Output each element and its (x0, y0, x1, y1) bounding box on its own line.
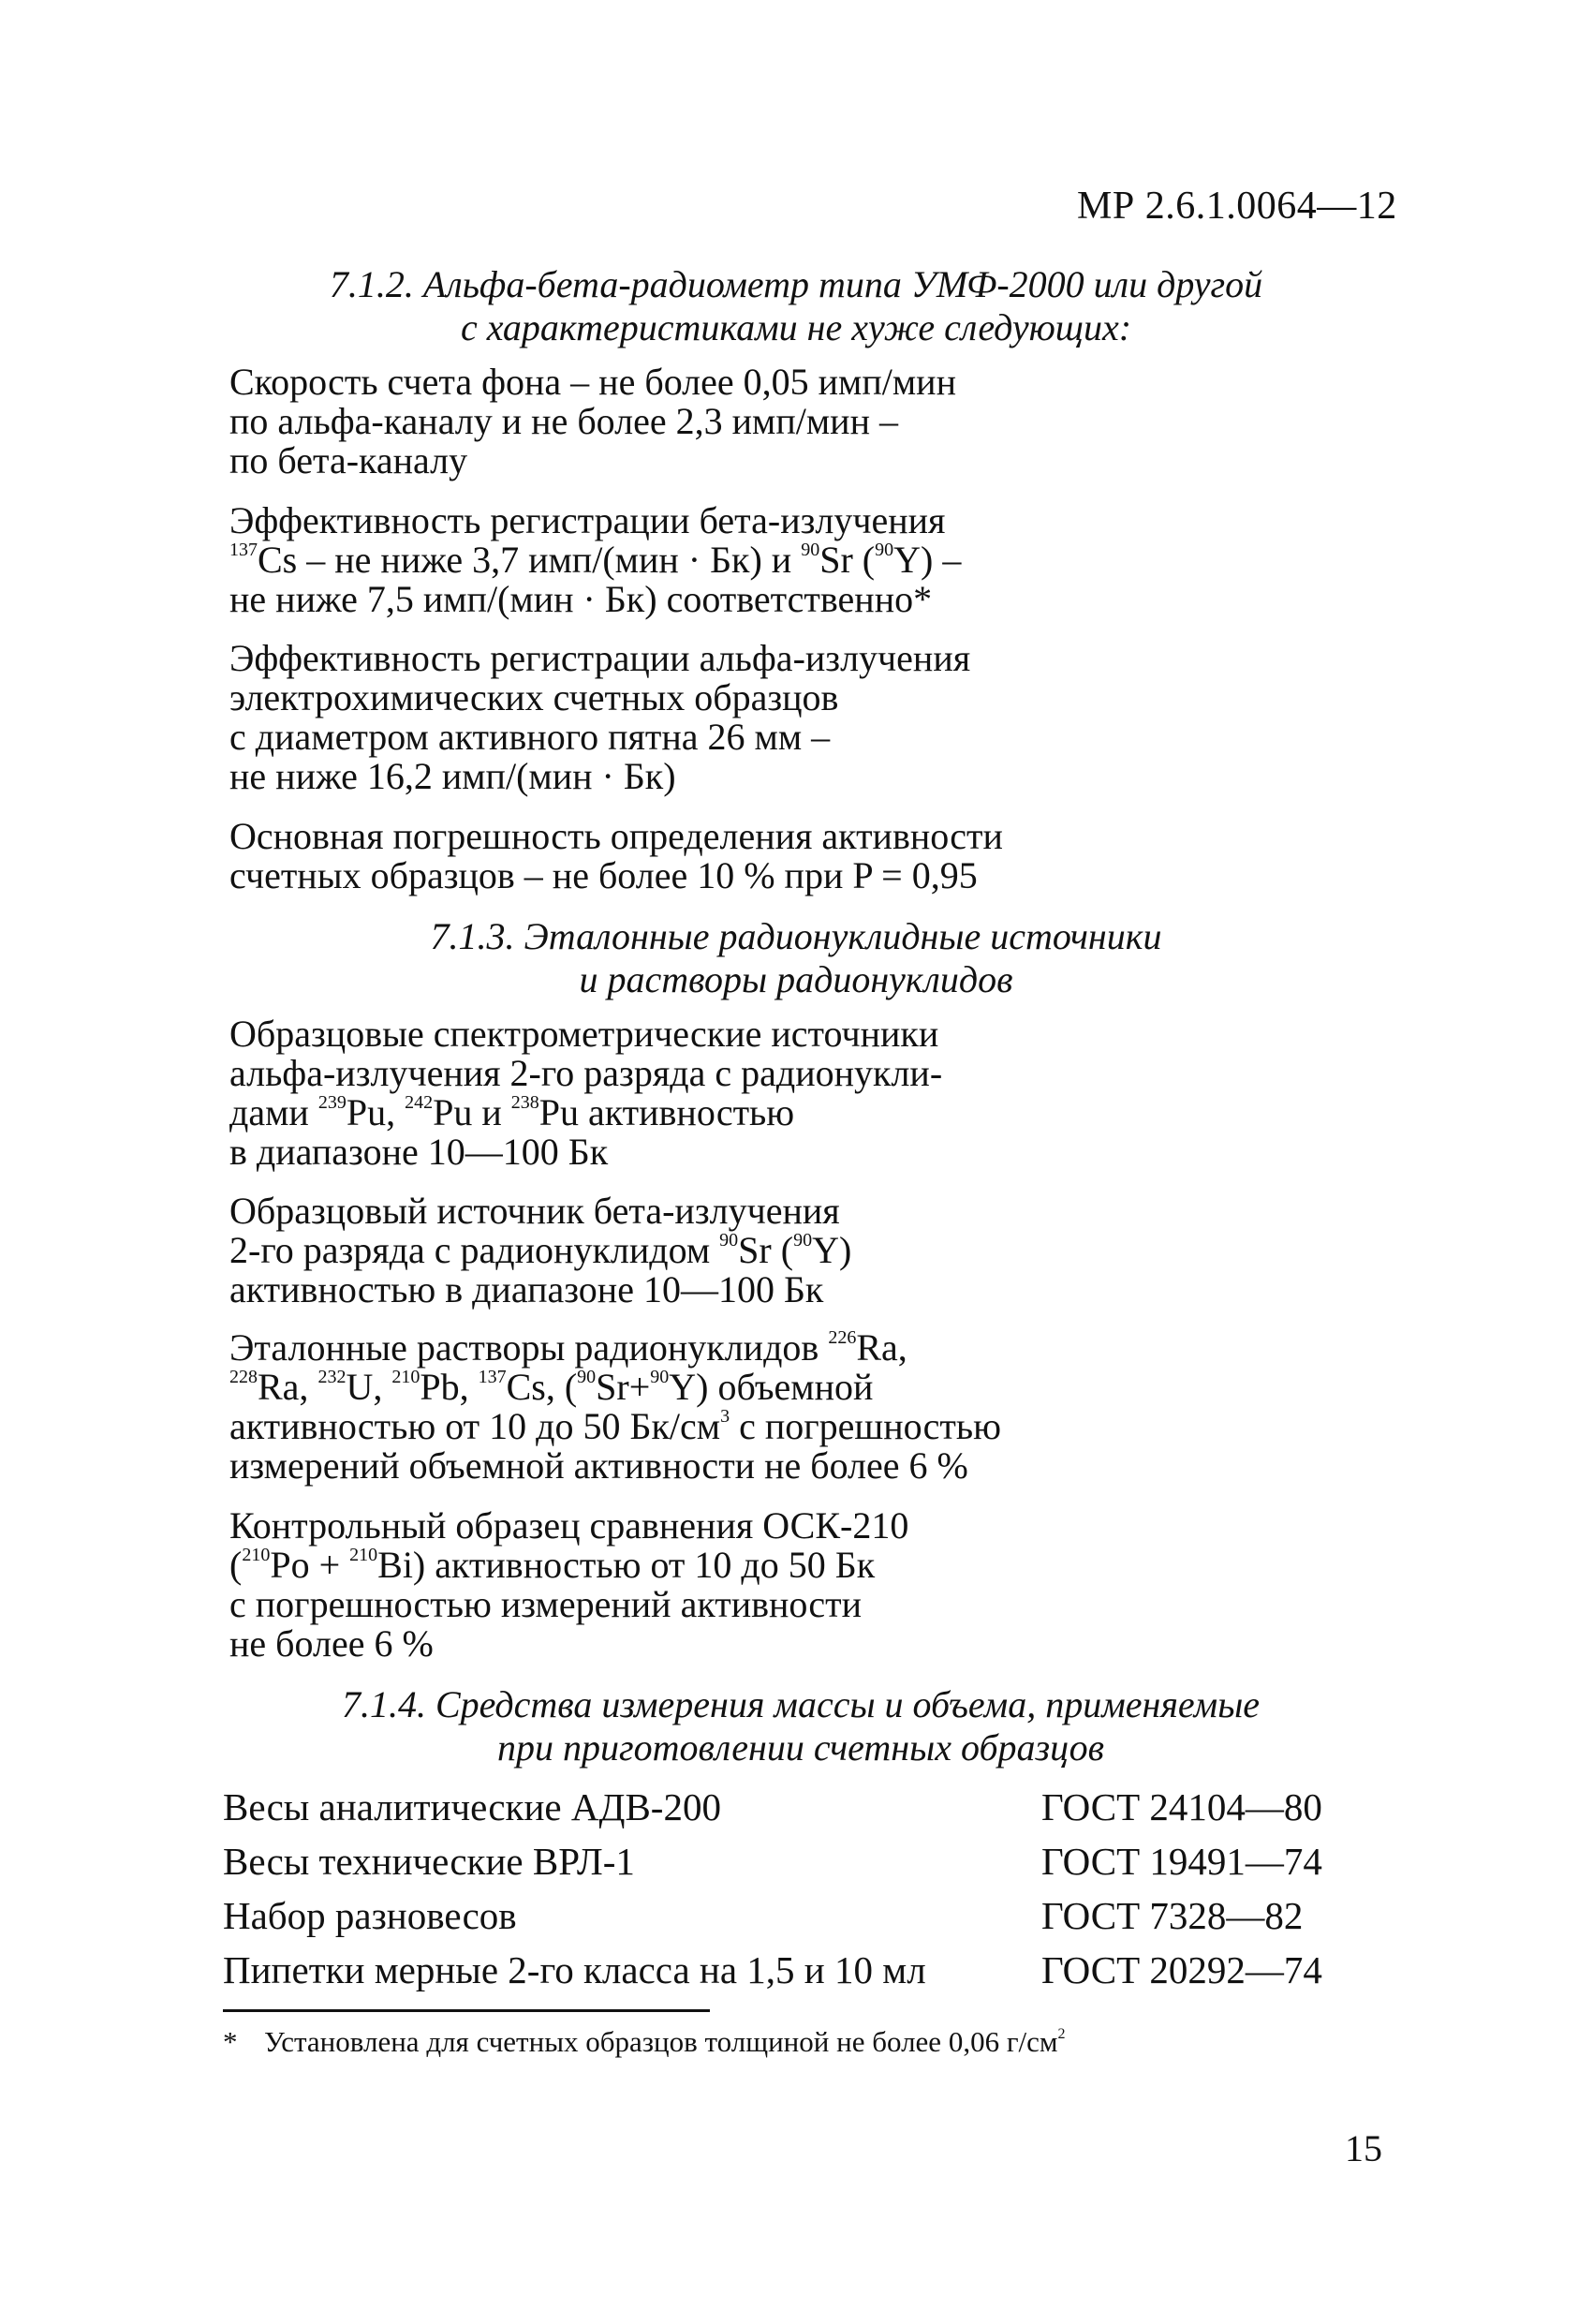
text-line: измерений объемной активности не более 6 % (229, 1444, 968, 1487)
heading-line: 7.1.4. Средства измерения массы и объема, применяемые (341, 1683, 1261, 1725)
text-line: Контрольный образец сравнения ОСК-210 (229, 1504, 909, 1547)
isotope-mass: 90 (650, 1367, 670, 1387)
isotope-mass: 90 (793, 1230, 813, 1251)
text-line: электрохимических счетных образцов (229, 676, 839, 718)
instrument-name: Пипетки мерные 2-го класса на 1,5 и 10 мл (223, 1948, 926, 1991)
text-line: Эффективность регистрации альфа-излучения (229, 637, 971, 679)
text-line: Образцовый источник бета-излучения (229, 1190, 840, 1232)
section-7-1-4-heading (281, 1683, 1320, 1769)
text-line (229, 1407, 1166, 1446)
instrument-standard: ГОСТ 19491—74 (1041, 1840, 1322, 1883)
instrument-name: Набор разновесов (223, 1894, 517, 1937)
footnote (223, 2025, 1066, 2059)
text-run: Cs, ( (506, 1366, 578, 1408)
text-line: альфа-излучения 2-го разряда с радионукли- (229, 1052, 943, 1094)
text-line: Эффективность регистрации бета-излучения (229, 499, 946, 541)
text-line: не ниже 16,2 имп/(мин · Бк) (229, 755, 676, 797)
text-run: Sr+ (596, 1366, 651, 1408)
heading-line: при приготовлении счетных образцов (496, 1726, 1105, 1769)
text-line: в диапазоне 10—100 Бк (229, 1131, 609, 1173)
isotope-mass: 90 (719, 1230, 739, 1251)
table-row (223, 1943, 1347, 1997)
text-line (229, 1093, 1166, 1132)
isotope-mass: 226 (828, 1327, 857, 1348)
isotope-mass: 239 (317, 1092, 347, 1113)
text-line: по альфа-каналу и не более 2,3 имп/мин – (229, 400, 898, 442)
text-run: Bi) активностью от 10 до 50 Бк (377, 1544, 876, 1586)
text-line: не более 6 % (229, 1622, 434, 1665)
text-line: активностью в диапазоне 10—100 Бк (229, 1268, 824, 1310)
isotope-mass: 210 (349, 1545, 378, 1565)
footnote-divider (223, 2009, 710, 2012)
isotope-mass: 90 (801, 540, 820, 560)
text-run: Pu активностью (538, 1091, 795, 1133)
section-7-1-3-heading (328, 915, 1264, 1001)
text-run: дами (229, 1091, 318, 1133)
table-row (223, 1834, 1347, 1888)
document-code: МР 2.6.1.0064—12 (1077, 185, 1397, 228)
text-run: Sr ( (819, 539, 876, 581)
text-line (229, 540, 1166, 580)
text-run: Y) объемной (669, 1366, 874, 1408)
isotope-mass: 232 (317, 1367, 347, 1387)
heading-line: 7.1.3. Эталонные радионуклидные источники (430, 915, 1162, 957)
paragraph-alpha-sources (229, 1014, 1166, 1172)
text-run: Y) (812, 1229, 852, 1271)
page-number: 15 (1345, 2127, 1382, 2169)
text-run: Ra, (258, 1366, 318, 1408)
text-run: U, (346, 1366, 392, 1408)
isotope-mass: 242 (405, 1092, 434, 1113)
text-run: Ra, (856, 1326, 907, 1369)
paragraph-control-sample (229, 1506, 1166, 1664)
instrument-name: Весы аналитические АДВ-200 (223, 1785, 721, 1828)
table-row (223, 1780, 1347, 1834)
text-run: Эталонные растворы радионуклидов (229, 1326, 829, 1369)
text-run: активностью от 10 до 50 Бк/см (229, 1405, 721, 1447)
text-line (229, 1328, 1166, 1368)
isotope-mass: 238 (510, 1092, 539, 1113)
text-line: Образцовые спектрометрические источники (229, 1013, 939, 1055)
heading-line: с характеристиками не хуже следующих: (460, 306, 1132, 348)
text-run: Cs – не ниже 3,7 имп/(мин · Бк) и (258, 539, 802, 581)
text-line: с диаметром активного пятна 26 мм – (229, 716, 831, 758)
text-run: Y) – (893, 539, 962, 581)
paragraph-basic-error (229, 817, 1166, 896)
measurement-instruments-table (223, 1780, 1347, 1997)
isotope-mass: 90 (875, 540, 894, 560)
paragraph-background-count (229, 363, 1166, 481)
paragraph-alpha-efficiency (229, 639, 1166, 796)
section-7-1-2-heading (281, 263, 1311, 349)
isotope-mass: 228 (229, 1367, 258, 1387)
isotope-mass: 137 (229, 540, 258, 560)
instrument-name: Весы технические ВРЛ-1 (223, 1840, 635, 1883)
paragraph-beta-efficiency (229, 501, 1166, 619)
instrument-standard: ГОСТ 7328—82 (1041, 1894, 1304, 1937)
paragraph-reference-solutions (229, 1328, 1166, 1486)
text-run: Pu и (433, 1091, 511, 1133)
isotope-mass: 210 (391, 1367, 420, 1387)
footnote-text: Установлена для счетных образцов толщиной не более 0,06 г/см (264, 2025, 1058, 2058)
table-row (223, 1888, 1347, 1943)
footnote-mark: * (223, 2025, 238, 2058)
paragraph-beta-source (229, 1192, 1166, 1310)
text-line: Скорость счета фона – не более 0,05 имп/мин (229, 361, 956, 403)
text-run: Po + (270, 1544, 350, 1586)
text-line (229, 1368, 1166, 1407)
text-line: не ниже 7,5 имп/(мин · Бк) соответственно* (229, 578, 933, 620)
isotope-mass: 137 (478, 1367, 507, 1387)
isotope-mass: 210 (242, 1545, 271, 1565)
text-run: Pu, (346, 1091, 406, 1133)
text-run: Pb, (420, 1366, 479, 1408)
instrument-standard: ГОСТ 24104—80 (1041, 1785, 1322, 1828)
text-line (229, 1231, 1166, 1270)
isotope-mass: 90 (577, 1367, 597, 1387)
instrument-standard: ГОСТ 20292—74 (1041, 1948, 1322, 1991)
text-line (229, 1546, 1166, 1585)
text-run: ( (229, 1544, 243, 1586)
text-line: счетных образцов – не более 10 % при P = 0,95 (229, 854, 978, 896)
heading-line: и растворы радионуклидов (579, 958, 1013, 1000)
text-line: по бета-каналу (229, 439, 468, 481)
text-run: 2-го разряда с радионуклидом (229, 1229, 720, 1271)
unit-exponent: 3 (720, 1406, 730, 1427)
text-line: с погрешностью измерений активности (229, 1583, 863, 1625)
unit-exponent: 2 (1057, 2026, 1066, 2042)
text-run: с погрешностью (730, 1405, 1001, 1447)
text-run: Sr ( (738, 1229, 794, 1271)
heading-line: 7.1.2. Альфа-бета-радиометр типа УМФ-2000 или другой (329, 263, 1263, 305)
text-line: Основная погрешность определения активности (229, 815, 1003, 857)
